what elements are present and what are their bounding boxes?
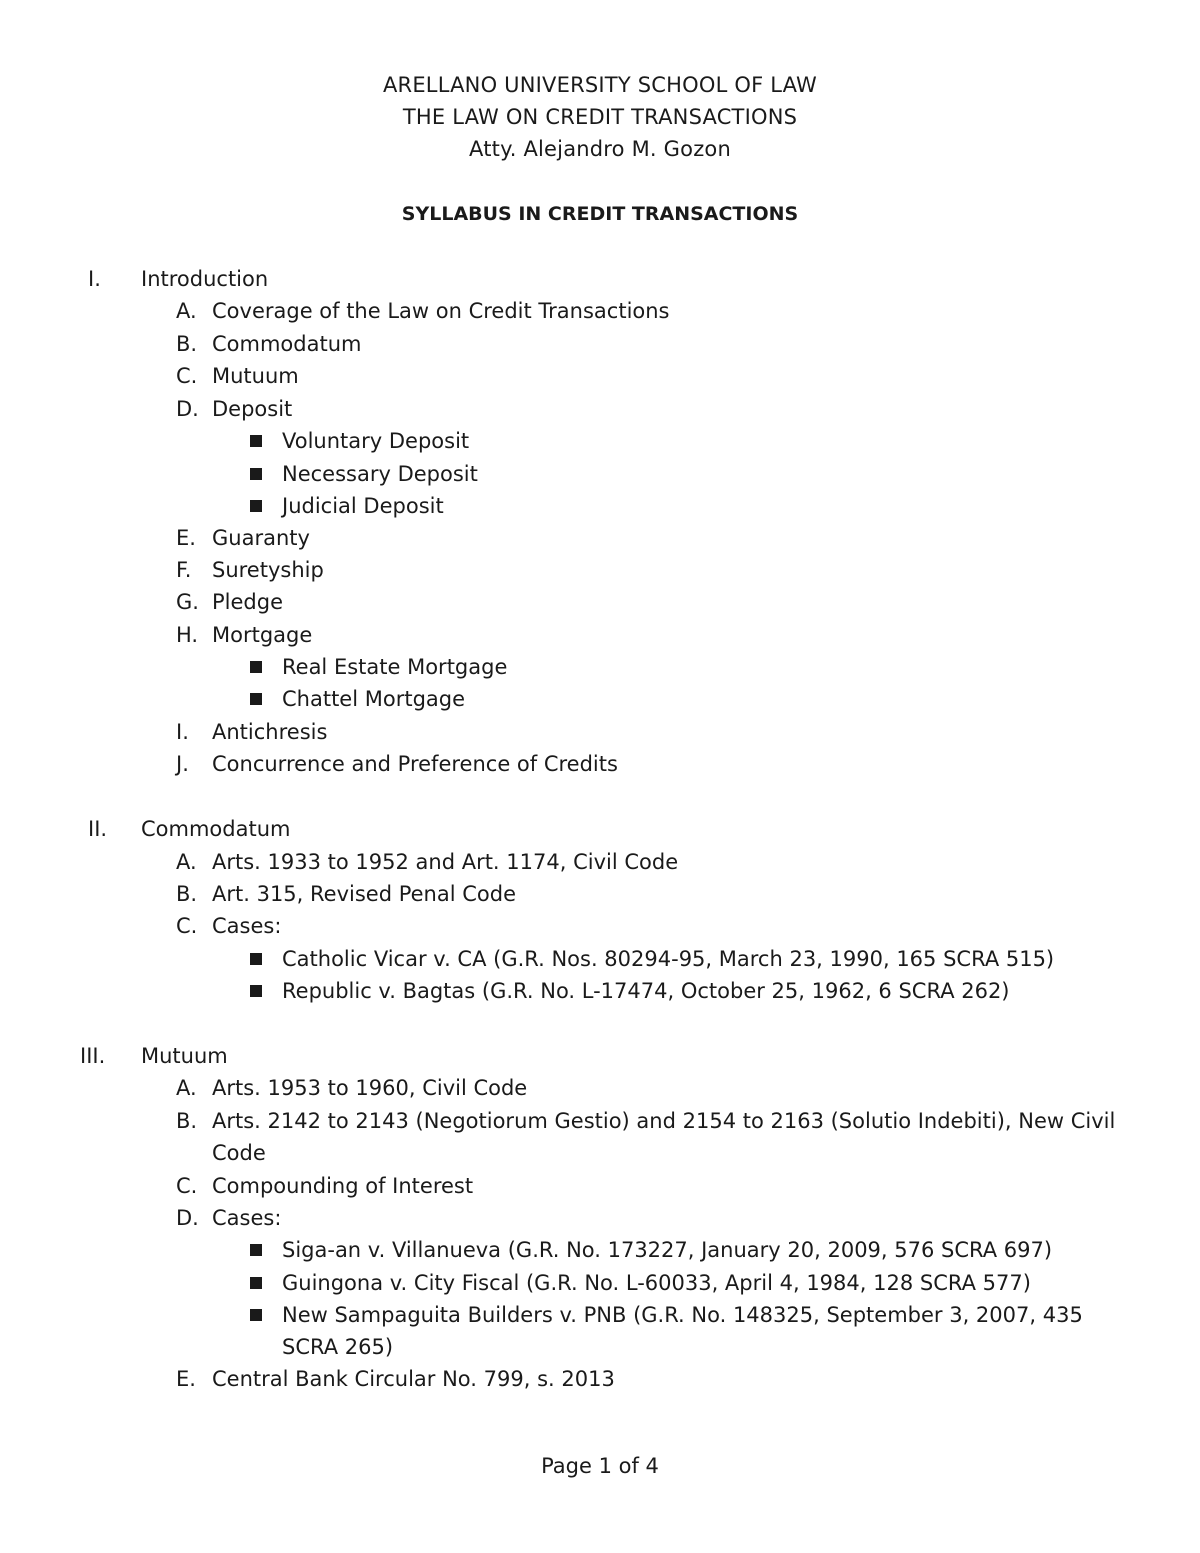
square-bullet-icon	[250, 1277, 262, 1289]
bullet-item: Real Estate Mortgage	[282, 655, 508, 679]
item-letter: B.	[176, 1109, 198, 1133]
item-letter: D.	[176, 397, 199, 421]
item-letter: B.	[176, 882, 198, 906]
bullet-item: Chattel Mortgage	[282, 687, 466, 711]
outline-item: Compounding of Interest	[212, 1174, 474, 1198]
outline-item-continuation: Code	[212, 1141, 266, 1165]
section-heading: Mutuum	[141, 1044, 228, 1068]
outline-item: Deposit	[212, 397, 293, 421]
outline-item: Central Bank Circular No. 799, s. 2013	[212, 1367, 615, 1391]
section-heading: Introduction	[141, 267, 269, 291]
item-letter: E.	[176, 1367, 196, 1391]
item-letter: F.	[176, 558, 192, 582]
square-bullet-icon	[250, 1244, 262, 1256]
case-citation: Republic v. Bagtas (G.R. No. L-17474, October 25, 1962, 6 SCRA 262)	[282, 979, 1010, 1003]
item-letter: A.	[176, 299, 197, 323]
bullet-item: Voluntary Deposit	[282, 429, 470, 453]
outline-item: Commodatum	[212, 332, 362, 356]
item-letter: J.	[176, 752, 189, 776]
item-letter: E.	[176, 526, 196, 550]
case-citation: New Sampaguita Builders v. PNB (G.R. No. 148325, September 3, 2007, 435	[282, 1303, 1083, 1327]
professor-name: Atty. Alejandro M. Gozon	[469, 137, 731, 161]
item-letter: G.	[176, 590, 199, 614]
square-bullet-icon	[250, 435, 262, 447]
item-letter: H.	[176, 623, 199, 647]
square-bullet-icon	[250, 661, 262, 673]
outline-item: Art. 315, Revised Penal Code	[212, 882, 516, 906]
outline-item: Mutuum	[212, 364, 299, 388]
outline-item: Coverage of the Law on Credit Transactions	[212, 299, 670, 323]
item-letter: I.	[176, 720, 189, 744]
item-letter: C.	[176, 914, 198, 938]
square-bullet-icon	[250, 693, 262, 705]
outline-item: Mortgage	[212, 623, 313, 647]
course-name: THE LAW ON CREDIT TRANSACTIONS	[402, 105, 798, 129]
case-citation-continuation: SCRA 265)	[282, 1335, 394, 1359]
item-letter: A.	[176, 850, 197, 874]
square-bullet-icon	[250, 468, 262, 480]
case-citation: Siga-an v. Villanueva (G.R. No. 173227, January 20, 2009, 576 SCRA 697)	[282, 1238, 1053, 1262]
case-citation: Guingona v. City Fiscal (G.R. No. L-60033, April 4, 1984, 128 SCRA 577)	[282, 1271, 1031, 1295]
section-numeral: II.	[88, 817, 108, 841]
case-citation: Catholic Vicar v. CA (G.R. Nos. 80294-95, March 23, 1990, 165 SCRA 515)	[282, 947, 1055, 971]
section-numeral: I.	[88, 267, 101, 291]
outline-item: Suretyship	[212, 558, 324, 582]
outline-item: Arts. 2142 to 2143 (Negotiorum Gestio) and 2154 to 2163 (Solutio Indebiti), New Civil	[212, 1109, 1116, 1133]
item-letter: D.	[176, 1206, 199, 1230]
item-letter: B.	[176, 332, 198, 356]
item-letter: A.	[176, 1076, 197, 1100]
outline-item: Guaranty	[212, 526, 310, 550]
bullet-item: Judicial Deposit	[282, 494, 444, 518]
outline-item: Cases:	[212, 914, 282, 938]
bullet-item: Necessary Deposit	[282, 462, 478, 486]
page-number: Page 1 of 4	[541, 1454, 659, 1478]
outline-item: Antichresis	[212, 720, 328, 744]
document-title: SYLLABUS IN CREDIT TRANSACTIONS	[401, 203, 799, 225]
outline-item: Arts. 1933 to 1952 and Art. 1174, Civil Code	[212, 850, 679, 874]
school-name: ARELLANO UNIVERSITY SCHOOL OF LAW	[382, 73, 817, 97]
item-letter: C.	[176, 1174, 198, 1198]
square-bullet-icon	[250, 953, 262, 965]
outline-item: Arts. 1953 to 1960, Civil Code	[212, 1076, 528, 1100]
section-heading: Commodatum	[141, 817, 291, 841]
item-letter: C.	[176, 364, 198, 388]
section-numeral: III.	[80, 1044, 106, 1068]
square-bullet-icon	[250, 985, 262, 997]
outline-item: Pledge	[212, 590, 283, 614]
outline-item: Concurrence and Preference of Credits	[212, 752, 618, 776]
outline-item: Cases:	[212, 1206, 282, 1230]
square-bullet-icon	[250, 500, 262, 512]
square-bullet-icon	[250, 1309, 262, 1321]
